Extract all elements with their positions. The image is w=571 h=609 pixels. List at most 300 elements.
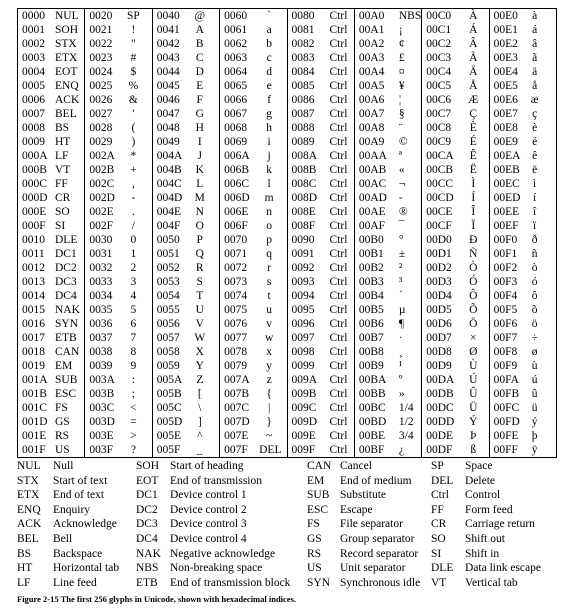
- hex-code: 0087: [291, 108, 315, 120]
- glyph: 1/4: [398, 402, 414, 414]
- glyph: º: [398, 374, 403, 386]
- glyph-entry: [153, 37, 219, 51]
- legend-row: [17, 459, 557, 474]
- glyph-entry: [153, 443, 219, 457]
- hex-code: 0088: [291, 122, 315, 134]
- glyph-entry: [422, 415, 488, 429]
- legend-abbreviation: CR: [431, 518, 447, 531]
- glyph-entry: [153, 289, 219, 303]
- hex-code: 0093: [291, 276, 315, 288]
- hex-code: 0058: [156, 346, 180, 358]
- glyph-entry: [288, 23, 354, 37]
- glyph-entry: [153, 233, 219, 247]
- glyph: `: [267, 10, 272, 22]
- hex-code: 00B1: [358, 248, 384, 260]
- glyph: ~: [266, 430, 273, 442]
- glyph-entry: [422, 233, 488, 247]
- glyph-entry: [422, 247, 488, 261]
- glyph-entry: [85, 93, 151, 107]
- glyph: D: [195, 66, 204, 78]
- hex-code: 006A: [224, 150, 250, 162]
- glyph-entry: [288, 373, 354, 387]
- glyph: q: [266, 248, 272, 260]
- glyph-entry: [355, 191, 421, 205]
- glyph-entry: [153, 9, 219, 23]
- glyph: SP: [126, 10, 140, 22]
- glyph-entry: [85, 51, 151, 65]
- glyph: J: [197, 150, 202, 162]
- glyph-entry: [18, 275, 84, 289]
- glyph-entry: [422, 359, 488, 373]
- glyph: Ctrl: [329, 346, 348, 358]
- glyph: %: [128, 80, 139, 92]
- glyph-entry: [355, 219, 421, 233]
- hex-code: 002C: [89, 178, 115, 190]
- glyph: BS: [55, 122, 70, 134]
- hex-code: 0041: [156, 24, 180, 36]
- glyph: DLE: [55, 234, 78, 246]
- hex-code: 0065: [224, 80, 248, 92]
- legend-row: [17, 547, 557, 562]
- glyph: SOH: [55, 24, 79, 36]
- hex-code: 004A: [156, 150, 183, 162]
- hex-code: 004E: [156, 206, 182, 218]
- glyph: È: [469, 122, 477, 134]
- glyph-entry: [422, 373, 488, 387]
- glyph: $: [130, 66, 137, 78]
- hex-code: 00EE: [493, 206, 520, 218]
- legend-row: [17, 532, 557, 547]
- glyph-entry: [355, 121, 421, 135]
- glyph-entry: [355, 331, 421, 345]
- hex-code: 00F7: [493, 332, 518, 344]
- hex-code: 007E: [224, 430, 249, 442]
- glyph-entry: [355, 177, 421, 191]
- glyph-entry: [490, 177, 556, 191]
- glyph: &: [128, 94, 138, 106]
- hex-code: 0068: [224, 122, 248, 134]
- hex-code: 0086: [291, 94, 315, 106]
- hex-code: 007D: [224, 416, 250, 428]
- hex-code: 005B: [156, 388, 182, 400]
- glyph-entry: [355, 233, 421, 247]
- hex-code: 0090: [291, 234, 315, 246]
- glyph: û: [531, 388, 538, 400]
- glyph: HT: [55, 136, 71, 148]
- glyph: ¢: [398, 38, 405, 50]
- glyph-entry: [288, 261, 354, 275]
- glyph-entry: [85, 443, 151, 457]
- glyph: ®: [398, 206, 408, 218]
- legend-description: Start of text: [53, 474, 108, 487]
- glyph-entry: [490, 387, 556, 401]
- glyph: u: [266, 304, 272, 316]
- glyph-entry: [422, 23, 488, 37]
- glyph-entry: [18, 205, 84, 219]
- glyph: NUL: [55, 10, 79, 22]
- glyph: -: [398, 192, 403, 204]
- glyph-entry: [85, 373, 151, 387]
- glyph-entry: [288, 51, 354, 65]
- glyph: i: [267, 136, 271, 148]
- glyph: Í: [471, 192, 476, 204]
- glyph: N: [195, 206, 204, 218]
- glyph-entry: [18, 93, 84, 107]
- legend-description: File separator: [340, 518, 403, 531]
- legend-description: End of medium: [340, 474, 412, 487]
- glyph-entry: [422, 387, 488, 401]
- hex-code: 00E0: [493, 10, 518, 22]
- hex-code: 0085: [291, 80, 315, 92]
- hex-code: 00F5: [493, 304, 518, 316]
- glyph-entry: [422, 149, 488, 163]
- hex-code: 00A9: [358, 136, 385, 148]
- hex-code: 0046: [156, 94, 180, 106]
- glyph: Û: [469, 388, 478, 400]
- hex-code: 00A8: [358, 122, 385, 134]
- glyph-entry: [153, 121, 219, 135]
- hex-code: 0082: [291, 38, 315, 50]
- glyph: 2: [130, 262, 137, 274]
- hex-code: 00DF: [426, 444, 453, 456]
- glyph: Ctrl: [329, 444, 348, 456]
- hex-code: 00D6: [426, 318, 452, 330]
- hex-code: 00D9: [426, 360, 452, 372]
- hex-code: 00DA: [426, 374, 455, 386]
- glyph-entry: [220, 163, 286, 177]
- glyph-entry: [85, 135, 151, 149]
- legend-abbreviation: DC1: [136, 489, 158, 502]
- hex-code: 0071: [224, 248, 248, 260]
- glyph-entry: [490, 135, 556, 149]
- hex-code: 0031: [89, 248, 113, 260]
- hex-code: 00C2: [426, 38, 452, 50]
- glyph: Ctrl: [329, 122, 348, 134]
- hex-code: 00B2: [358, 262, 384, 274]
- hex-code: 00B5: [358, 304, 384, 316]
- glyph-entry: [220, 317, 286, 331]
- glyph: a: [266, 24, 272, 36]
- glyph-entry: [18, 121, 84, 135]
- glyph: Ctrl: [329, 108, 348, 120]
- legend-description: Data link escape: [465, 562, 541, 575]
- legend-abbreviation: ETX: [17, 489, 40, 502]
- hex-code: 006E: [224, 206, 249, 218]
- hex-code: 00C7: [426, 108, 452, 120]
- glyph-entry: [220, 149, 286, 163]
- glyph-entry: [422, 205, 488, 219]
- glyph: n: [266, 206, 272, 218]
- hex-code: 00FD: [493, 416, 520, 428]
- glyph: ´: [398, 290, 403, 302]
- glyph-entry: [18, 135, 84, 149]
- glyph-entry: [220, 387, 286, 401]
- glyph: 8: [130, 346, 137, 358]
- glyph: Ctrl: [329, 192, 348, 204]
- hex-code: 00CA: [426, 150, 454, 162]
- glyph-entry: [288, 107, 354, 121]
- glyph: Ctrl: [329, 388, 348, 400]
- glyph: Ctrl: [329, 290, 348, 302]
- glyph-entry: [220, 107, 286, 121]
- glyph-entry: [490, 121, 556, 135]
- hex-code: 0066: [224, 94, 248, 106]
- glyph: ë: [532, 164, 538, 176]
- hex-code: 00B4: [358, 290, 384, 302]
- glyph-entry: [355, 247, 421, 261]
- hex-code: 009F: [291, 444, 316, 456]
- glyph-entry: [85, 79, 151, 93]
- glyph: ç: [532, 108, 538, 120]
- hex-code: 002A: [89, 150, 115, 162]
- glyph-entry: [490, 303, 556, 317]
- glyph-entry: [490, 443, 556, 457]
- glyph: ã: [532, 52, 538, 64]
- glyph-entry: [153, 177, 219, 191]
- legend-abbreviation: BEL: [17, 532, 39, 545]
- hex-code: 0023: [89, 52, 113, 64]
- glyph: NAK: [55, 304, 80, 316]
- glyph: DC1: [55, 248, 77, 260]
- hex-code: 006C: [224, 178, 250, 190]
- legend-abbreviation: SOH: [136, 460, 160, 472]
- glyph-entry: [355, 345, 421, 359]
- hex-code: 0095: [291, 304, 315, 316]
- glyph: ": [131, 38, 136, 50]
- glyph: p: [266, 234, 272, 246]
- glyph-entry: [18, 163, 84, 177]
- glyph-entry: [220, 415, 286, 429]
- glyph: EM: [55, 360, 73, 372]
- glyph: SUB: [55, 374, 78, 386]
- glyph: B: [195, 38, 204, 50]
- glyph-entry: [422, 261, 488, 275]
- glyph: ò: [531, 262, 538, 274]
- legend-description: End of text: [53, 489, 105, 502]
- glyph: Ñ: [469, 248, 478, 260]
- glyph: SO: [55, 206, 70, 218]
- hex-code: 004B: [156, 164, 182, 176]
- glyph: é: [532, 136, 538, 148]
- hex-code: 004D: [156, 192, 183, 204]
- legend-abbreviation: SP: [431, 460, 444, 472]
- legend-description: Escape: [340, 503, 373, 516]
- glyph-entry: [490, 205, 556, 219]
- legend-description: Negative acknowledge: [170, 547, 276, 560]
- glyph: DEL: [259, 444, 282, 456]
- hex-code: 006D: [224, 192, 250, 204]
- hex-code: 001D: [22, 416, 48, 428]
- hex-code: 0081: [291, 24, 315, 36]
- hex-code: 00E9: [493, 136, 518, 148]
- glyph: 1/2: [398, 416, 414, 428]
- legend-abbreviation: EM: [307, 474, 325, 487]
- glyph: DC4: [55, 290, 77, 302]
- glyph-entry: [288, 79, 354, 93]
- glyph-entry: [18, 233, 84, 247]
- legend-description: Enquiry: [53, 503, 91, 516]
- hex-code: 0034: [89, 290, 113, 302]
- legend-description: Cancel: [340, 460, 372, 472]
- glyph: ±: [398, 248, 406, 260]
- abbreviation-legend: [17, 459, 557, 590]
- glyph: x: [266, 346, 272, 358]
- glyph: v: [266, 318, 272, 330]
- glyph: RS: [55, 430, 70, 442]
- hex-code: 002B: [89, 164, 115, 176]
- glyph-entry: [490, 261, 556, 275]
- glyph-entry: [220, 429, 286, 443]
- legend-description: Synchronous idle: [340, 576, 421, 589]
- legend-description: Unit separator: [340, 562, 406, 575]
- glyph-entry: [490, 191, 556, 205]
- glyph-entry: [18, 51, 84, 65]
- legend-description: Form feed: [465, 503, 513, 516]
- hex-code: 0078: [224, 346, 248, 358]
- hex-code: 002D: [89, 192, 115, 204]
- glyph: Ctrl: [329, 248, 348, 260]
- hex-code: 0080: [291, 10, 315, 22]
- legend-row: [17, 576, 557, 591]
- glyph: LF: [55, 150, 69, 162]
- glyph-entry: [85, 317, 151, 331]
- glyph: ¤: [398, 66, 405, 78]
- hex-code: 00B9: [358, 360, 384, 372]
- glyph-entry: [422, 177, 488, 191]
- glyph-entry: [220, 401, 286, 415]
- glyph-entry: [18, 387, 84, 401]
- hex-code: 0091: [291, 248, 315, 260]
- glyph: Ï: [471, 220, 476, 232]
- glyph-entry: [18, 317, 84, 331]
- glyph-entry: [18, 331, 84, 345]
- hex-code: 00E1: [493, 24, 518, 36]
- hex-code: 0018: [22, 346, 45, 358]
- hex-code: 001A: [22, 374, 48, 386]
- glyph-entry: [220, 359, 286, 373]
- legend-description: Delete: [465, 474, 496, 487]
- hex-code: 0094: [291, 290, 315, 302]
- glyph: d: [266, 66, 272, 78]
- glyph-entry: [490, 65, 556, 79]
- glyph: ì: [533, 178, 537, 190]
- glyph-entry: [355, 401, 421, 415]
- glyph: ESC: [55, 388, 77, 400]
- glyph-entry: [18, 65, 84, 79]
- legend-abbreviation: NAK: [136, 547, 161, 560]
- hex-code: 0007: [22, 108, 45, 120]
- glyph: m: [264, 192, 274, 204]
- glyph: Ø: [469, 346, 478, 358]
- hex-code: 00AD: [358, 192, 387, 204]
- legend-abbreviation: ENQ: [17, 503, 41, 516]
- glyph-entry: [422, 401, 488, 415]
- glyph: (: [131, 122, 136, 134]
- hex-code: 00F9: [493, 360, 518, 372]
- hex-code: 00AB: [358, 164, 387, 176]
- glyph: å: [532, 80, 538, 92]
- glyph-column: [220, 9, 287, 458]
- glyph: þ: [531, 430, 538, 442]
- legend-abbreviation: BS: [17, 547, 32, 560]
- glyph: K: [195, 164, 204, 176]
- glyph-entry: [18, 401, 84, 415]
- hex-code: 0049: [156, 136, 180, 148]
- glyph-entry: [85, 219, 151, 233]
- glyph: Ä: [469, 66, 478, 78]
- legend-description: Horizontal tab: [53, 562, 120, 575]
- glyph-entry: [490, 23, 556, 37]
- glyph: ETX: [55, 52, 78, 64]
- hex-code: 00EA: [493, 150, 521, 162]
- glyph: >: [130, 430, 137, 442]
- glyph: ]: [197, 416, 202, 428]
- hex-code: 0069: [224, 136, 248, 148]
- hex-code: 0067: [224, 108, 248, 120]
- hex-code: 0027: [89, 108, 113, 120]
- glyph-entry: [490, 247, 556, 261]
- legend-description: Group separator: [340, 532, 415, 545]
- glyph: g: [266, 108, 272, 120]
- glyph: c: [266, 52, 272, 64]
- glyph: *: [130, 150, 137, 162]
- glyph-entry: [18, 9, 84, 23]
- glyph-entry: [422, 163, 488, 177]
- glyph-entry: [153, 107, 219, 121]
- glyph: 6: [130, 318, 137, 330]
- glyph-entry: [422, 429, 488, 443]
- hex-code: 009D: [291, 416, 318, 428]
- glyph: £: [398, 52, 405, 64]
- glyph: e: [266, 80, 272, 92]
- legend-abbreviation: DC4: [136, 532, 158, 545]
- glyph-entry: [355, 9, 421, 23]
- hex-code: 00F6: [493, 318, 518, 330]
- hex-code: 0032: [89, 262, 113, 274]
- glyph: õ: [531, 304, 538, 316]
- glyph: o: [266, 220, 272, 232]
- glyph-column: [422, 9, 489, 458]
- glyph-entry: [18, 149, 84, 163]
- glyph-entry: [85, 345, 151, 359]
- glyph: V: [195, 318, 204, 330]
- glyph: k: [266, 164, 272, 176]
- glyph-entry: [288, 163, 354, 177]
- legend-row: [17, 517, 557, 532]
- hex-code: 00CD: [426, 192, 454, 204]
- hex-code: 0079: [224, 360, 248, 372]
- hex-code: 009C: [291, 402, 317, 414]
- glyph: Ü: [469, 402, 478, 414]
- glyph-entry: [85, 205, 151, 219]
- glyph: Ctrl: [329, 94, 348, 106]
- hex-code: 00C6: [426, 94, 452, 106]
- glyph-entry: [288, 233, 354, 247]
- glyph-entry: [153, 163, 219, 177]
- glyph-entry: [220, 93, 286, 107]
- glyph: Ctrl: [329, 38, 348, 50]
- hex-code: 003B: [89, 388, 115, 400]
- glyph: ÿ: [531, 444, 538, 456]
- glyph: STX: [55, 38, 77, 50]
- glyph: -: [131, 192, 136, 204]
- hex-code: 00D7: [426, 332, 452, 344]
- glyph: Ctrl: [329, 318, 348, 330]
- glyph: ¸: [398, 346, 403, 358]
- glyph: .: [131, 206, 135, 218]
- glyph-entry: [355, 275, 421, 289]
- glyph-entry: [85, 233, 151, 247]
